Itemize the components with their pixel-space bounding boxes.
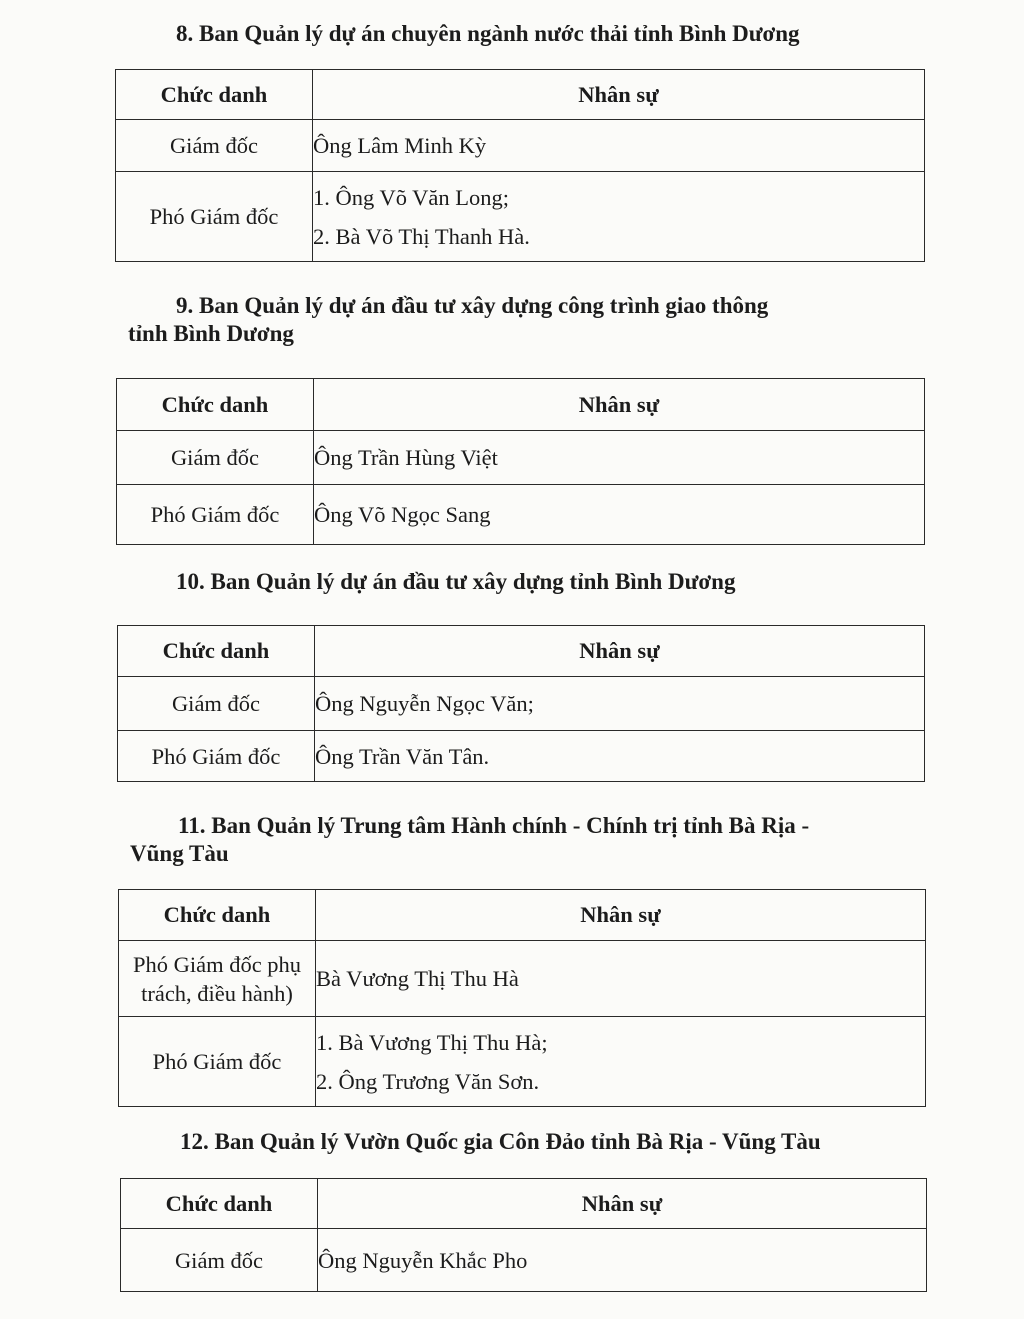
table-row (118, 731, 925, 782)
person-line: 1. Bà Vương Thị Thu Hà; (316, 1029, 548, 1055)
section-12-table (120, 1178, 927, 1292)
section-10-table (117, 625, 925, 782)
role-cell: Giám đốc (117, 431, 314, 485)
role-cell: Phó Giám đốc (117, 485, 314, 545)
table-header-row (117, 379, 925, 431)
header-chuc-danh: Chức danh (116, 70, 313, 120)
role-cell: Giám đốc (121, 1229, 318, 1292)
table-row (116, 120, 925, 172)
header-nhan-su: Nhân sự (315, 626, 925, 677)
person-cell: Ông Lâm Minh Kỳ (313, 120, 925, 172)
table-row (121, 1229, 927, 1292)
table-header-row (121, 1179, 927, 1229)
table-header-row (116, 70, 925, 120)
header-nhan-su: Nhân sự (314, 379, 925, 431)
header-nhan-su: Nhân sự (316, 890, 926, 941)
section-11-heading-line1: 11. Ban Quản lý Trung tâm Hành chính - Chính trị tỉnh Bà Rịa - (178, 813, 810, 838)
person-cell: Ông Nguyễn Khắc Pho (318, 1229, 927, 1292)
table-row (117, 431, 925, 485)
section-8-heading: 8. Ban Quản lý dự án chuyên ngành nước thải tỉnh Bình Dương (176, 21, 800, 46)
table-row (116, 172, 925, 262)
table-header-row (119, 890, 926, 941)
section-9-table (116, 378, 925, 545)
table-row (117, 485, 925, 545)
person-line: 1. Ông Võ Văn Long; (313, 184, 510, 210)
role-line: trách, điều hành) (141, 980, 293, 1006)
section-9 (128, 292, 933, 348)
section-9-heading-line1: 9. Ban Quản lý dự án đầu tư xây dựng công trình giao thông (176, 293, 769, 318)
section-9-heading-line2: tỉnh Bình Dương (128, 321, 294, 346)
section-8-table (115, 69, 925, 262)
header-chuc-danh: Chức danh (121, 1179, 318, 1229)
table-row (118, 677, 925, 731)
section-11-table (118, 889, 926, 1107)
person-cell: Ông Võ Ngọc Sang (314, 485, 925, 545)
role-cell: Giám đốc (118, 677, 315, 731)
role-line: Phó Giám đốc phụ (132, 951, 302, 977)
role-cell: Giám đốc (116, 120, 313, 172)
role-cell: Phó Giám đốc (118, 731, 315, 782)
table-header-row (118, 626, 925, 677)
section-10 (176, 568, 936, 596)
section-11 (130, 812, 933, 868)
role-cell: Phó Giám đốc (116, 172, 313, 262)
person-line: 2. Bà Võ Thị Thanh Hà. (313, 223, 530, 249)
section-11-heading-line2: Vũng Tàu (130, 841, 229, 866)
person-cell: Bà Vương Thị Thu Hà (316, 941, 926, 1017)
header-chuc-danh: Chức danh (119, 890, 316, 941)
person-cell: Ông Trần Văn Tân. (315, 731, 925, 782)
person-cell (313, 172, 925, 262)
table-row (119, 1017, 926, 1107)
header-nhan-su: Nhân sự (318, 1179, 927, 1229)
role-cell (119, 941, 316, 1017)
person-cell: Ông Nguyễn Ngọc Văn; (315, 677, 925, 731)
section-12-heading: 12. Ban Quản lý Vườn Quốc gia Côn Đảo tỉnh Bà Rịa - Vũng Tàu (180, 1129, 821, 1154)
person-line: 2. Ông Trương Văn Sơn. (316, 1068, 540, 1094)
role-cell: Phó Giám đốc (119, 1017, 316, 1107)
person-cell: Ông Trần Hùng Việt (314, 431, 925, 485)
section-10-heading: 10. Ban Quản lý dự án đầu tư xây dựng tỉnh Bình Dương (176, 569, 736, 594)
header-chuc-danh: Chức danh (118, 626, 315, 677)
section-12 (180, 1128, 940, 1156)
table-row (119, 941, 926, 1017)
header-nhan-su: Nhân sự (313, 70, 925, 120)
person-cell (316, 1017, 926, 1107)
header-chuc-danh: Chức danh (117, 379, 314, 431)
section-8 (176, 20, 936, 48)
